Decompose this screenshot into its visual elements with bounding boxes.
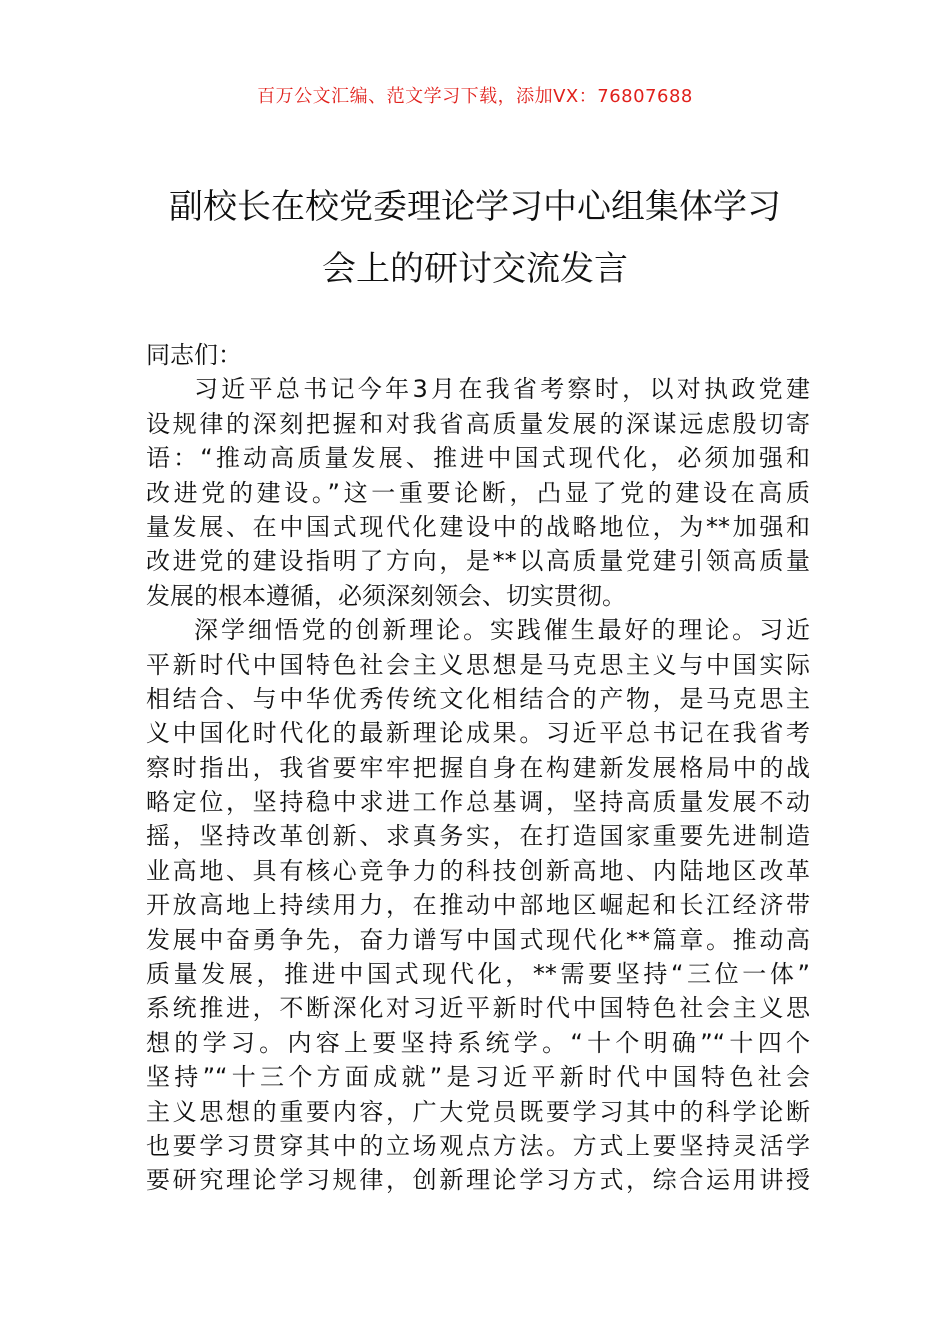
text-line: 平新时代中国特色社会主义思想是马克思主义与中国实际 [146, 650, 810, 679]
text-line: 质量发展，推进中国式现代化，**需要坚持“三位一体” [146, 960, 810, 989]
text-line: 摇，坚持改革创新、求真务实，在打造国家重要先进制造 [146, 822, 810, 851]
text-line: 坚持”“十三个方面成就”是习近平新时代中国特色社会 [146, 1063, 810, 1092]
paragraph [146, 613, 810, 1198]
text-line: 发展中奋勇争先，奋力谱写中国式现代化**篇章。推动高 [146, 925, 810, 954]
text-line: 主义思想的重要内容，广大党员既要学习其中的科学论断 [146, 1097, 810, 1126]
text-line: 义中国化时代化的最新理论成果。习近平总书记在我省考 [146, 719, 810, 748]
header-note: 百万公文汇编、范文学习下载，添加VX：76807688 [257, 86, 693, 107]
text-line: 略定位，坚持稳中求进工作总基调，坚持高质量发展不动 [146, 788, 810, 817]
text-line: 语：“推动高质量发展、推进中国式现代化，必须加强和 [146, 444, 810, 473]
document-body [146, 338, 810, 1198]
text-line: 改进党的建设指明了方向，是**以高质量党建引领高质量 [146, 547, 810, 576]
text-line: 察时指出，我省要牢牢把握自身在构建新发展格局中的战 [146, 753, 810, 782]
text-line: 要研究理论学习规律，创新理论学习方式，综合运用讲授 [146, 1166, 810, 1195]
text-line: 深学细悟党的创新理论。实践催生最好的理论。习近 [194, 616, 810, 645]
text-line: 开放高地上持续用力，在推动中部地区崛起和长江经济带 [146, 891, 810, 920]
text-line: 改进党的建设。”这一重要论断，凸显了党的建设在高质 [146, 478, 810, 507]
text-line: 系统推进，不断深化对习近平新时代中国特色社会主义思 [146, 994, 810, 1023]
text-line: 也要学习贯穿其中的立场观点方法。方式上要坚持灵活学 [146, 1132, 810, 1160]
text-line: 业高地、具有核心竞争力的科技创新高地、内陆地区改革 [146, 856, 810, 885]
title-line: 会上的研讨交流发言 [322, 249, 628, 289]
text-line: 相结合、与中华优秀传统文化相结合的产物，是马克思主 [146, 684, 810, 713]
salutation: 同志们： [146, 341, 242, 369]
text-line: 习近平总书记今年3月在我省考察时，以对执政党建 [194, 375, 810, 404]
text-line: 设规律的深刻把握和对我省高质量发展的深谋远虑殷切寄 [146, 409, 810, 438]
text-line: 量发展、在中国式现代化建设中的战略地位，为**加强和 [146, 512, 810, 541]
text-line: 想的学习。内容上要坚持系统学。“十个明确”“十四个 [146, 1028, 810, 1057]
document-title [140, 176, 810, 300]
paragraph [146, 372, 810, 613]
text-line: 发展的根本遵循，必须深刻领会、切实贯彻。 [146, 581, 626, 610]
title-line: 副校长在校党委理论学习中心组集体学习 [169, 187, 781, 227]
